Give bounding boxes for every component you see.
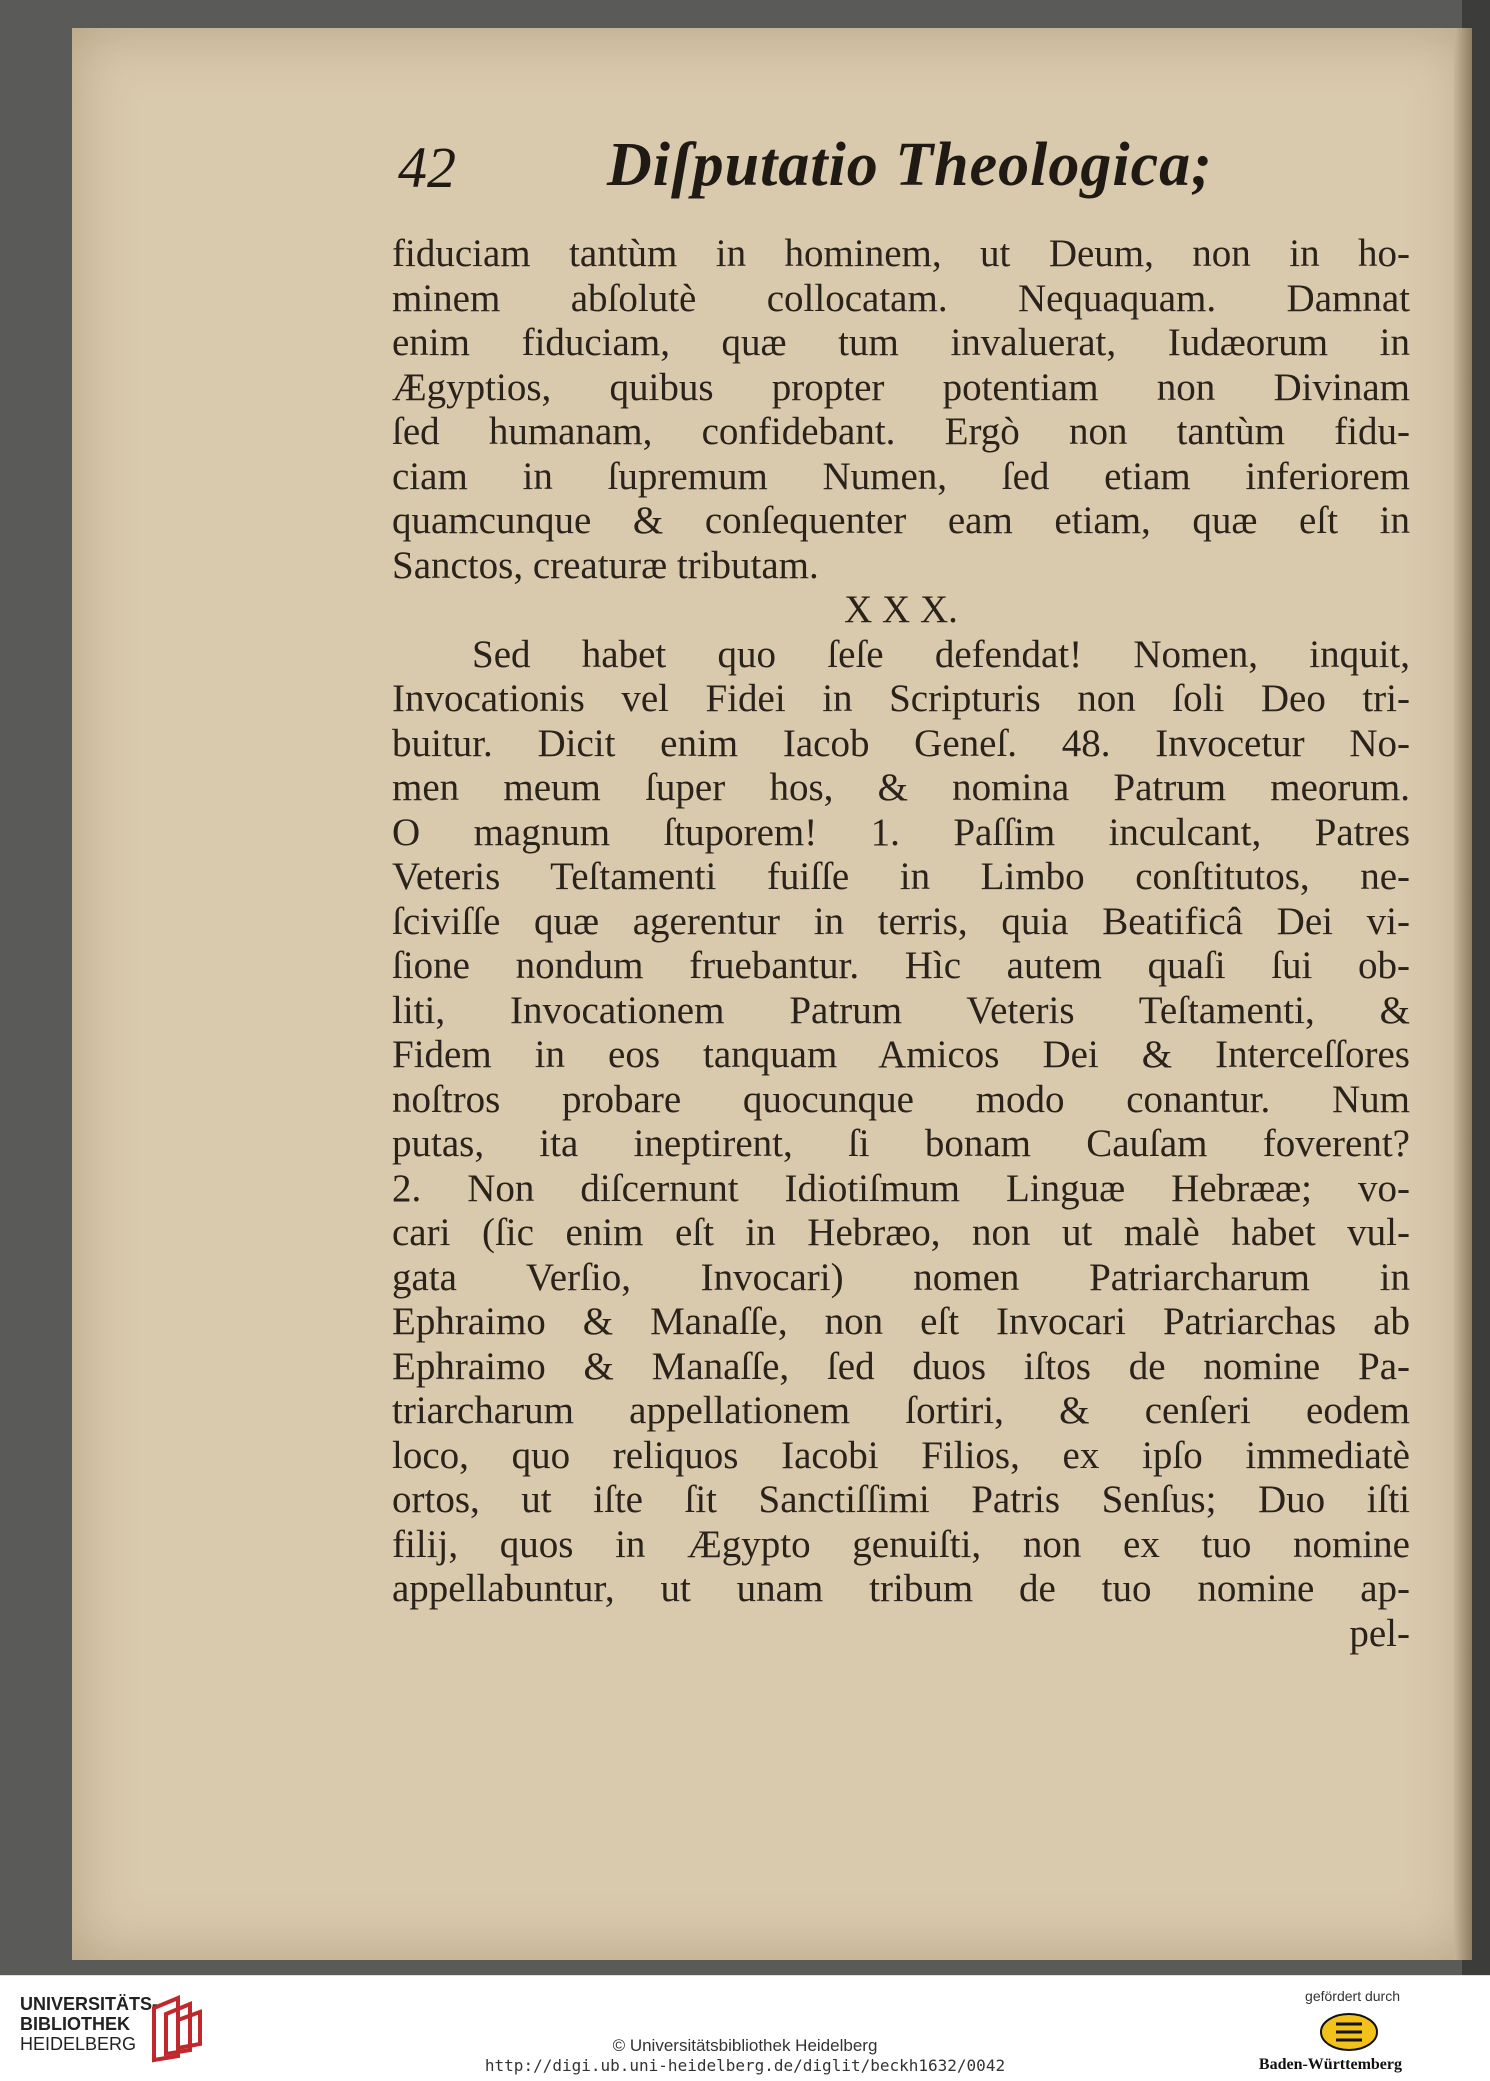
text-line: putas, ita ineptirent, ſi bonam Cauſam foverent? xyxy=(392,1122,1410,1165)
library-name-line: BIBLIOTHEK xyxy=(20,2014,130,2034)
text-line: Ephraimo & Manaſſe, ſed duos iſtos de nomine Pa- xyxy=(392,1344,1410,1388)
text-line: noſtros probare quocunque modo conantur. Num xyxy=(392,1077,1410,1121)
text-line: ortos, ut iſte ſit Sanctiſſimi Patris Senſus; Duo iſti xyxy=(392,1478,1410,1521)
text-line: triarcharum appellationem ſortiri, & cenſeri eodem xyxy=(392,1389,1410,1432)
catchword: pel- xyxy=(1349,1611,1410,1655)
text-line: ſione nondum fruebantur. Hìc autem quaſi ſui ob- xyxy=(392,944,1410,987)
running-head xyxy=(72,126,1472,206)
funding-label: gefördert durch xyxy=(1305,1988,1400,2004)
funder-name: Baden-Württemberg xyxy=(1258,2056,1402,2073)
text-line: fiduciam tantùm in hominem, ut Deum, non in ho- xyxy=(392,232,1410,275)
text-line: appellabuntur, ut unam tribum de tuo nomine ap- xyxy=(392,1567,1410,1610)
book-page xyxy=(72,28,1472,1960)
copyright-notice: © Universitätsbibliothek Heidelberg xyxy=(612,2036,878,2055)
text-line: Sanctos, creaturæ tributam. xyxy=(392,543,819,587)
text-line: Ægyptios, quibus propter potentiam non Divinam xyxy=(392,365,1410,409)
body-text xyxy=(392,232,1410,1656)
text-line: O magnum ſtuporem! 1. Paſſim inculcant, Patres xyxy=(392,810,1410,854)
text-line: liti, Invocationem Patrum Veteris Teſtamenti, & xyxy=(392,988,1410,1032)
text-line: ſciviſſe quæ agerentur in terris, quia Beatificâ Dei vi- xyxy=(392,899,1410,943)
viewer-footer xyxy=(0,1975,1490,2081)
text-line: ciam in ſupremum Numen, ſed etiam inferiorem xyxy=(392,454,1410,498)
text-line: men meum ſuper hos, & nomina Patrum meorum. xyxy=(392,766,1410,809)
text-line: Invocationis vel Fidei in Scripturis non ſoli Deo tri- xyxy=(392,677,1410,720)
coat-of-arms-icon xyxy=(1318,2012,1380,2052)
section-heading: X X X. xyxy=(844,588,958,631)
text-line: minem abſolutè collocatam. Nequaquam. Damnat xyxy=(392,276,1410,320)
text-line: Fidem in eos tanquam Amicos Dei & Interceſſores xyxy=(392,1033,1410,1076)
running-title: Diſputatio Theologica; xyxy=(607,131,1213,199)
library-name-line: HEIDELBERG xyxy=(20,2034,137,2054)
text-line: Sed habet quo ſeſe defendat! Nomen, inquit, xyxy=(472,632,1410,676)
text-line: quamcunque & conſequenter eam etiam, quæ eſt in xyxy=(392,499,1410,542)
text-line: loco, quo reliquos Iacobi Filios, ex ipſo immediatè xyxy=(392,1433,1410,1477)
text-line: gata Verſio, Invocari) nomen Patriarcharum in xyxy=(392,1255,1410,1299)
page-fold xyxy=(1454,28,1472,1960)
permalink[interactable]: http://digi.ub.uni-heidelberg.de/diglit/beckh1632/0042 xyxy=(484,2056,1006,2075)
text-line: buitur. Dicit enim Iacob Geneſ. 48. Invocetur No- xyxy=(392,721,1410,765)
text-line: filij, quos in Ægypto genuiſti, non ex tuo nomine xyxy=(392,1522,1410,1566)
text-line: ſed humanam, confidebant. Ergò non tantùm fidu- xyxy=(392,410,1410,453)
text-line: Veteris Teſtamenti fuiſſe in Limbo conſtitutos, ne- xyxy=(392,855,1410,898)
library-name-line: UNIVERSITÄTS- xyxy=(20,1994,159,2014)
text-line: cari (ſic enim eſt in Hebræo, non ut malè habet vul- xyxy=(392,1211,1410,1254)
text-line: enim fiduciam, quæ tum invaluerat, Iudæorum in xyxy=(392,321,1410,364)
page-number: 42 xyxy=(398,135,456,200)
text-line: 2. Non diſcernunt Idiotiſmum Linguæ Hebrææ; vo- xyxy=(392,1166,1410,1210)
text-line: Ephraimo & Manaſſe, non eſt Invocari Patriarchas ab xyxy=(392,1300,1410,1343)
